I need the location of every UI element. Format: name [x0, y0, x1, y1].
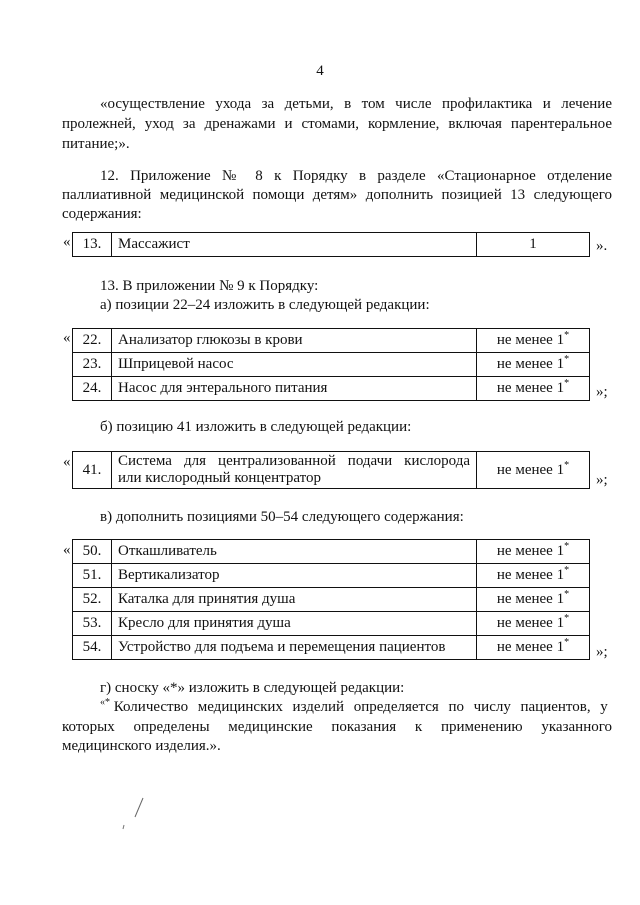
table2-close: »; [596, 384, 608, 400]
pen-stroke [135, 798, 143, 817]
row-quantity: не менее 1 [496, 615, 565, 631]
footnote-asterisk: * [564, 330, 570, 341]
row-name: Кресло для принятия душа [112, 612, 477, 636]
row-name: Массажист [112, 233, 477, 257]
row-quantity: не менее 1 [496, 332, 565, 348]
row-name-line-2: или кислородный концентратор [118, 470, 321, 486]
table-row [73, 377, 590, 401]
row-name-line-1: Система для централизованной подачи кислорода [118, 453, 470, 469]
item-v-text: в) дополнить позициями 50–54 следующего содержания: [100, 509, 464, 525]
pen-dot [123, 825, 124, 829]
footnote-asterisk: * [564, 565, 570, 576]
table2-open-quote: « [63, 330, 71, 346]
row-name: Шприцевой насос [112, 353, 477, 377]
table-row [73, 329, 590, 353]
table2 [72, 328, 590, 401]
table-row [73, 233, 590, 257]
table1-close: ». [596, 238, 608, 254]
row-number: 13. [73, 233, 112, 257]
table1-open-quote: « [63, 234, 71, 250]
footnote-asterisk: * [564, 378, 570, 389]
item13-line-1: 13. В приложении № 9 к Порядку: [100, 278, 319, 294]
table4 [72, 539, 590, 660]
row-number: 52. [73, 588, 112, 612]
footnote-asterisk: * [564, 637, 570, 648]
row-name: Устройство для подъема и перемещения пациентов [112, 636, 477, 660]
row-quantity: не менее 1 [496, 356, 565, 372]
row-name: Насос для энтерального питания [112, 377, 477, 401]
table-row [73, 612, 590, 636]
footnote-mark: «* [100, 697, 110, 708]
row-number: 51. [73, 564, 112, 588]
item-g-line-4: медицинского изделия.». [62, 738, 221, 754]
table4-open-quote: « [63, 542, 71, 558]
footnote-asterisk: * [564, 613, 570, 624]
row-quantity: не менее 1 [496, 591, 565, 607]
table4-close: »; [596, 644, 608, 660]
item12-line-2: паллиативной медицинской помощи детям» дополнить позицией 13 следующего [62, 187, 612, 203]
table-row [73, 636, 590, 660]
row-name [112, 452, 477, 489]
row-name: Вертикализатор [112, 564, 477, 588]
row-name: Каталка для принятия душа [112, 588, 477, 612]
row-name: Откашливатель [112, 540, 477, 564]
row-number: 41. [73, 452, 112, 489]
row-number: 54. [73, 636, 112, 660]
intro-line-2: пролежней, уход за дренажами и стомами, кормление, включая парентеральное [62, 116, 612, 132]
item-g-line-1: г) сноску «*» изложить в следующей редакции: [100, 680, 405, 696]
footnote-asterisk: * [564, 354, 570, 365]
item-g-line-2 [100, 698, 612, 716]
row-number: 53. [73, 612, 112, 636]
row-number: 23. [73, 353, 112, 377]
row-number: 22. [73, 329, 112, 353]
page-number: 4 [316, 63, 324, 79]
row-quantity: не менее 1 [496, 639, 565, 655]
item-b-text: б) позицию 41 изложить в следующей редакции: [100, 419, 412, 435]
table3-open-quote: « [63, 454, 71, 470]
item-g-line-3: которых определены медицинские показания к применению указанного [62, 719, 612, 735]
row-quantity: не менее 1 [496, 461, 565, 478]
table1 [72, 232, 590, 257]
intro-line-3: питание;». [62, 136, 130, 152]
table3-close: »; [596, 472, 608, 488]
footnote-asterisk: * [564, 541, 570, 552]
row-number: 24. [73, 377, 112, 401]
table-row [73, 452, 590, 489]
footnote-asterisk: * [564, 589, 570, 600]
item13-line-2: а) позиции 22–24 изложить в следующей редакции: [100, 297, 430, 313]
table-row [73, 564, 590, 588]
table-row [73, 588, 590, 612]
intro-line-1: «осуществление ухода за детьми, в том числе профилактика и лечение [100, 96, 612, 112]
row-name: Анализатор глюкозы в крови [112, 329, 477, 353]
item-g-line-2-text: Количество медицинских изделий определяется по числу пациентов, у [113, 699, 608, 715]
item12-line-3: содержания: [62, 206, 142, 222]
table-row [73, 540, 590, 564]
item12-line-1: 12. Приложение № 8 к Порядку в разделе «Стационарное отделение [100, 168, 612, 184]
table3 [72, 451, 590, 489]
table-row [73, 353, 590, 377]
row-quantity: не менее 1 [496, 567, 565, 583]
row-quantity: не менее 1 [496, 380, 565, 396]
pen-mark [118, 795, 148, 835]
row-quantity: не менее 1 [496, 543, 565, 559]
footnote-asterisk: * [564, 459, 570, 471]
row-quantity: 1 [477, 233, 590, 257]
row-number: 50. [73, 540, 112, 564]
